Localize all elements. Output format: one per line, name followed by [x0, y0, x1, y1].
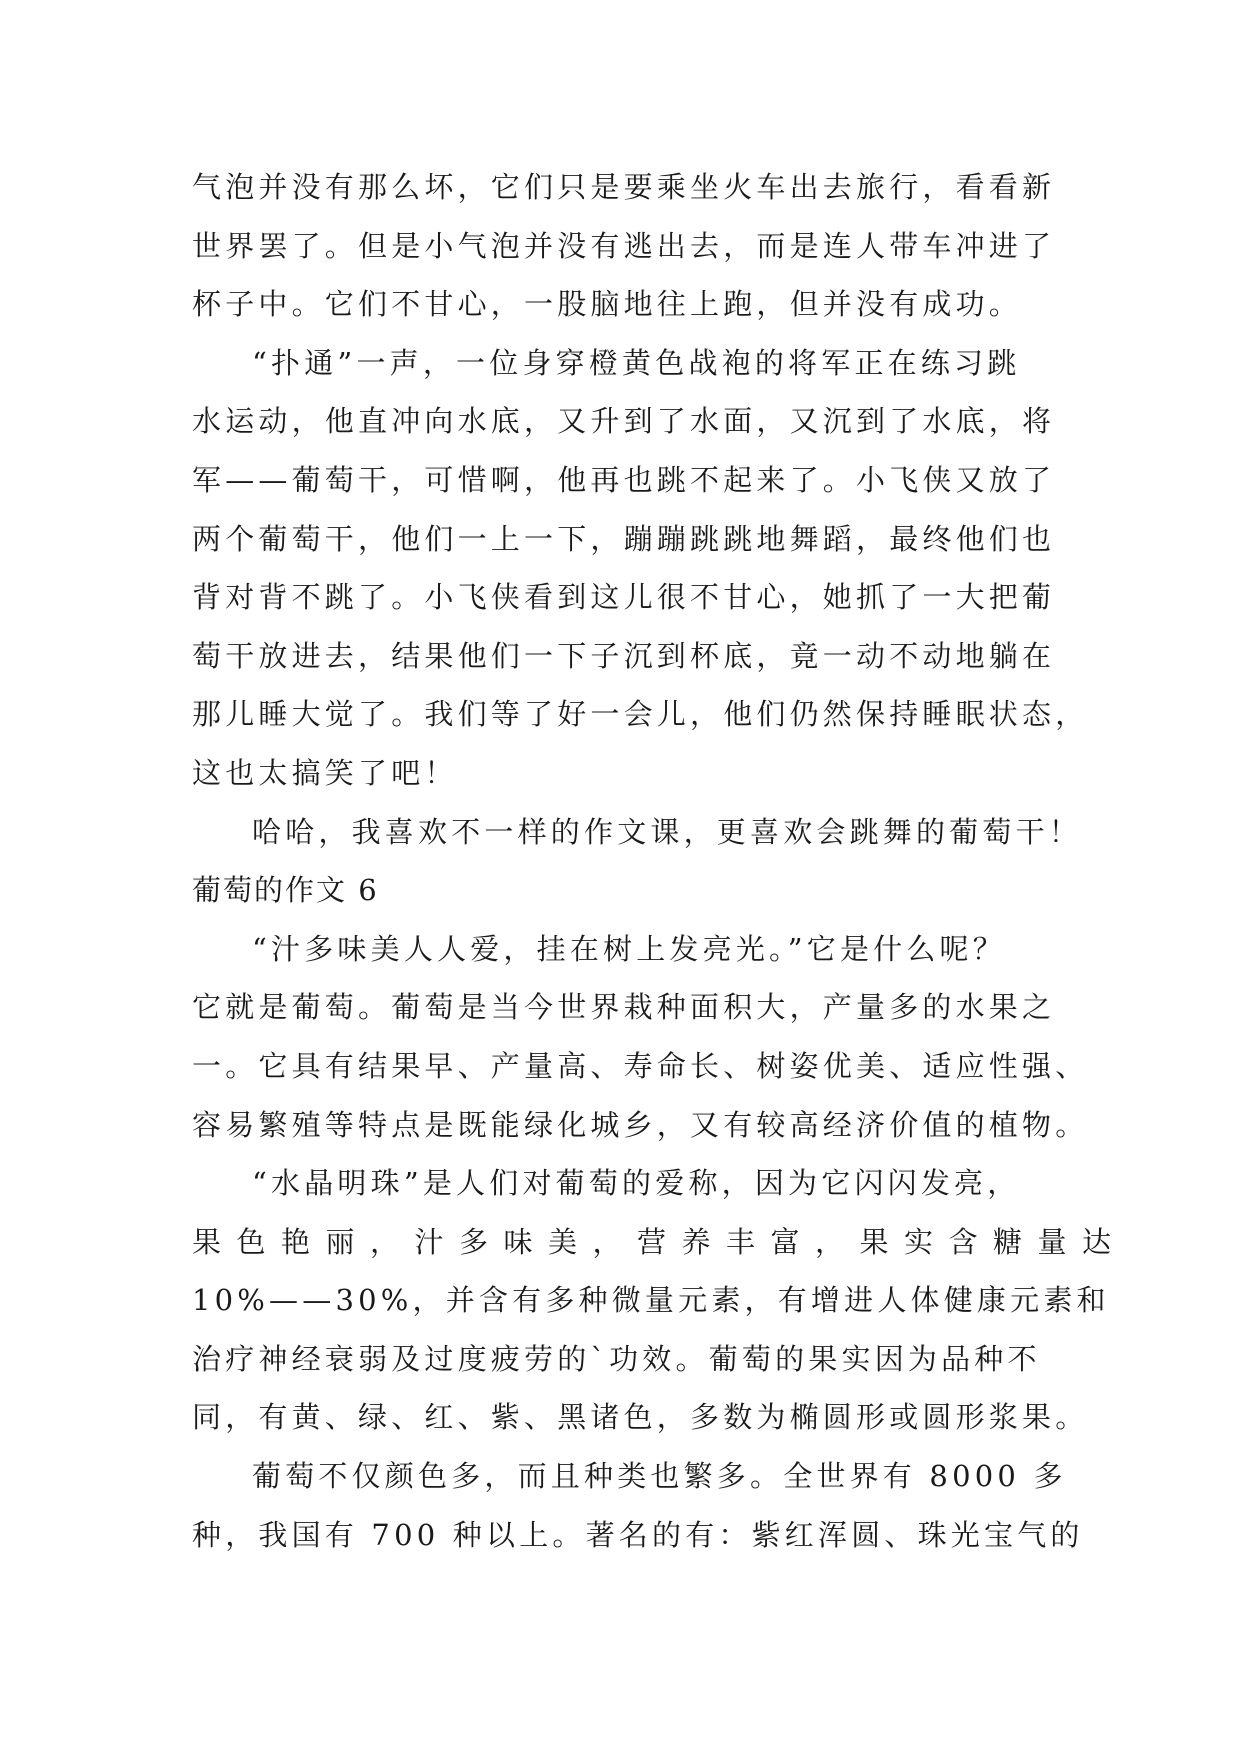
paragraph-start-line: 葡萄不仅颜色多，而且种类也繁多。全世界有 8000 多 — [252, 1459, 1067, 1494]
paragraph-start-line: “扑通”一声，一位身穿橙黄色战袍的将军正在练习跳 — [252, 345, 1021, 380]
text-line: 杯子中。它们不甘心，一股脑地往上跑，但并没有成功。 — [192, 287, 1023, 322]
text-line: 这也太搞笑了吧！ — [192, 755, 458, 790]
document-page — [192, 158, 1127, 1564]
text-line: 同，有黄、绿、红、紫、黑诸色，多数为椭圆形或圆形浆果。 — [192, 1400, 1089, 1435]
text-line: 治疗神经衰弱及过度疲劳的`功效。葡萄的果实因为品种不 — [192, 1341, 1041, 1376]
paragraph-start-line: “水晶明珠”是人们对葡萄的爱称，因为它闪闪发亮， — [252, 1166, 1021, 1201]
text-line: 种，我国有 700 种以上。著名的有：紫红浑圆、珠光宝气的 — [192, 1517, 1084, 1552]
text-line: 水运动，他直冲向水底，又升到了水面，又沉到了水底，将 — [192, 404, 1056, 439]
text-line: 军——葡萄干，可惜啊，他再也跳不起来了。小飞侠又放了 — [192, 462, 1056, 497]
paragraph-start-line: “汁多味美人人爱，挂在树上发亮光。”它是什么呢？ — [252, 931, 1006, 966]
text-line: 萄干放进去，结果他们一下子沉到杯底，竟一动不动地躺在 — [192, 638, 1056, 673]
text-line: 背对背不跳了。小飞侠看到这儿很不甘心，她抓了一大把葡 — [192, 580, 1056, 615]
text-line-justified: 果色艳丽，汁多味美，营养丰富，果实含糖量达 — [192, 1224, 1127, 1259]
text-line: 世界罢了。但是小气泡并没有逃出去，而是连人带车冲进了 — [192, 228, 1056, 263]
text-line: 两个葡萄干，他们一上一下，蹦蹦跳跳地舞蹈，最终他们也 — [192, 521, 1056, 556]
text-line: 那儿睡大觉了。我们等了好一会儿，他们仍然保持睡眠状态， — [192, 697, 1089, 732]
text-line: 容易繁殖等特点是既能绿化城乡，又有较高经济价值的植物。 — [192, 1107, 1089, 1142]
text-line: 一。它具有结果早、产量高、寿命长、树姿优美、适应性强、 — [192, 1048, 1089, 1083]
text-line: 它就是葡萄。葡萄是当今世界栽种面积大，产量多的水果之 — [192, 990, 1056, 1025]
text-line: 10%——30%，并含有多种微量元素，有增进人体健康元素和 — [192, 1283, 1110, 1318]
paragraph-start-line: 哈哈，我喜欢不一样的作文课，更喜欢会跳舞的葡萄干！ — [252, 814, 1083, 849]
section-heading: 葡萄的作文 6 — [192, 873, 379, 908]
text-line: 气泡并没有那么坏，它们只是要乘坐火车出去旅行，看看新 — [192, 170, 1056, 204]
